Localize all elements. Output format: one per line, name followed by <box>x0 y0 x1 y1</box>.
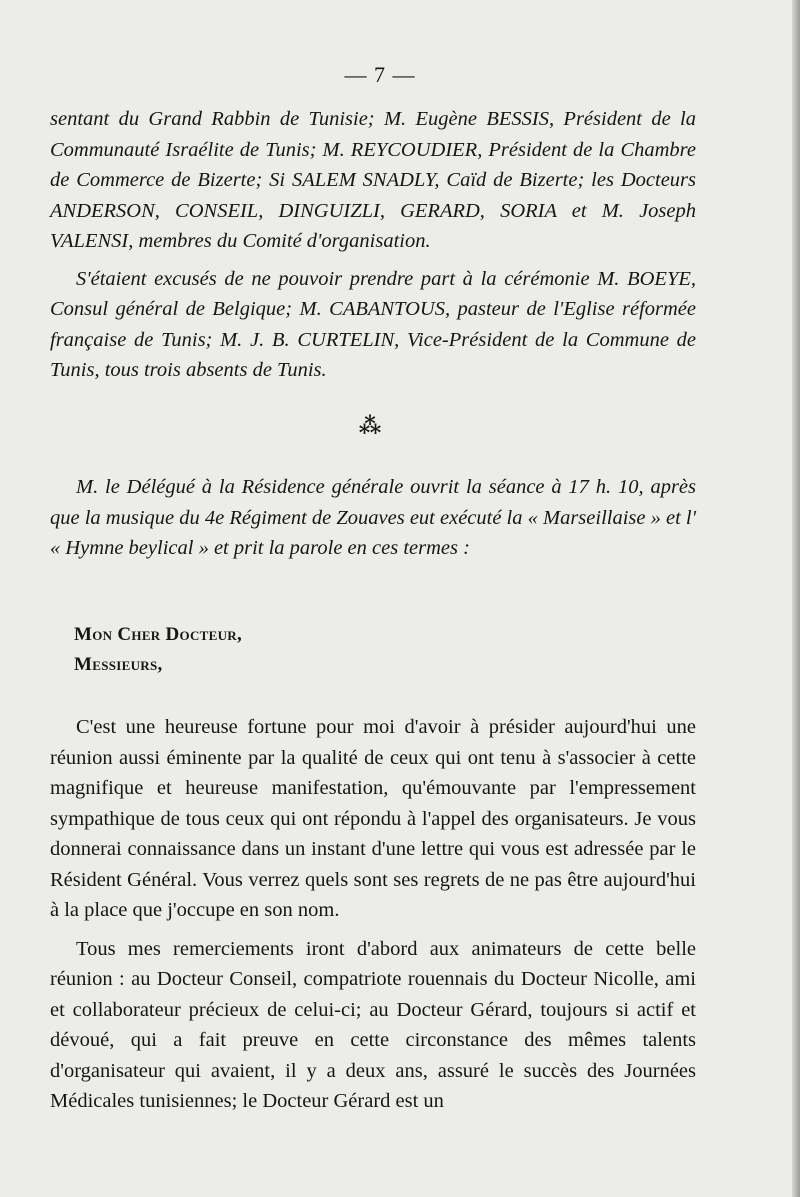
speech-section <box>50 712 696 1117</box>
attendees-paragraph: sentant du Grand Rabbin de Tunisie; M. Eugène BESSIS, Président de la Communauté Israélite de Tunis; M. REYCOUDIER, Président de la Chambre de Commerce de Bizerte; Si SALEM SNADLY, Caïd de Bizerte; les Docteurs ANDERSON, CONSEIL, DINGUIZLI, GERARD, SORIA et M. Joseph VALENSI, membres du Comité d'organisation. <box>50 108 696 252</box>
page-number: — 7 — <box>344 62 416 87</box>
salutation-line-2: Messieurs, <box>74 654 163 675</box>
attendees-section <box>50 104 696 386</box>
excused-paragraph: S'étaient excusés de ne pouvoir prendre part à la cérémonie M. BOEYE, Consul général de Belgique; M. CABANTOUS, pasteur de l'Eglise réformée française de Tunis; M. J. B. CURTELIN, Vice-Président de la Commune de Tunis, tous trois absents de Tunis. <box>50 267 696 381</box>
speech-paragraph: Tous mes remerciements iront d'abord aux animateurs de cette belle réunion : au Docteur Conseil, compatriote rouennais du Docteur Nicolle, ami et collaborateur précieux de celui-ci; au Docteur Gérard, toujours si actif et dévoué, qui a fait preuve en cette circonstance des mêmes talents d'organisateur qui avaient, il y a deux ans, assuré le succès des Journées Médicales tunisiennes; le Docteur Gérard est un <box>50 937 696 1112</box>
section-separator <box>0 413 740 438</box>
opening-paragraph: M. le Délégué à la Résidence générale ouvrit la séance à 17 h. 10, après que la musique du 4e Régiment de Zouaves eut exécuté la « Marseillaise » et l' « Hymne beylical » et prit la parole en ces termes : <box>50 476 696 559</box>
page-edge-shadow <box>792 0 800 1197</box>
speech-paragraph: C'est une heureuse fortune pour moi d'avoir à présider aujourd'hui une réunion aussi éminente par la qualité de ceux qui ont tenu à s'associer à cette magnifique et heureuse manifestation, qu'émouvante par l'empressement sympathique de tous ceux qui ont répondu à l'appel des organisateurs. Je vous donnerai connaissance dans un instant d'une lettre qui vous est adressée par le Résident Général. Vous verrez quels sont ses regrets de ne pas être aujourd'hui à la place que j'occupe en son nom. <box>50 716 696 921</box>
opening-section <box>50 472 696 564</box>
asterism-glyph: ⁂ <box>358 413 382 438</box>
salutation-line-1: Mon Cher Docteur, <box>74 624 243 645</box>
salutation <box>74 620 242 680</box>
